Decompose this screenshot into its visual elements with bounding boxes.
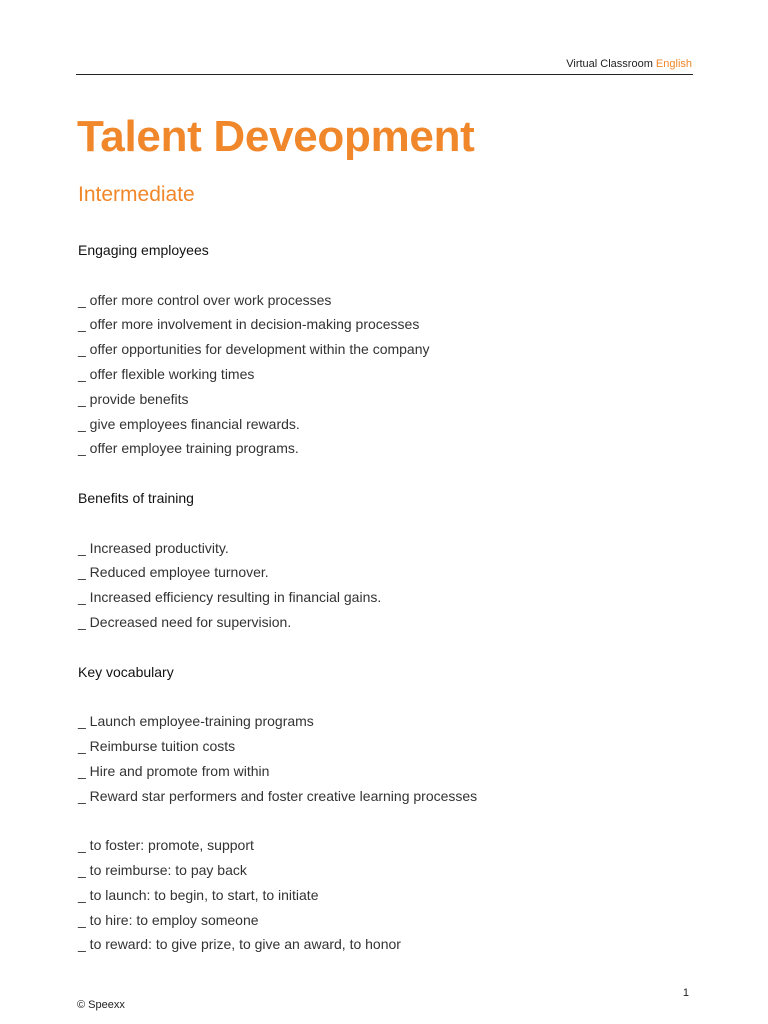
bullet-list — [78, 288, 688, 462]
section-benefits-of-training — [78, 486, 688, 635]
section-title: Benefits of training — [78, 489, 194, 506]
section-title: Engaging employees — [78, 242, 209, 258]
page-title: Talent Deveopment — [77, 112, 475, 161]
header-divider — [76, 74, 693, 75]
section-engaging-employees — [78, 238, 688, 461]
list-item: _ offer employee training programs. — [78, 440, 299, 457]
running-header — [76, 58, 692, 74]
spacer — [78, 808, 688, 833]
list-item: _ Reduced employee turnover. — [78, 564, 269, 581]
list-item: _ provide benefits — [78, 390, 189, 407]
bullet-list — [78, 536, 688, 635]
level-subtitle: Intermediate — [78, 183, 195, 206]
header-label: Virtual Classroom — [566, 58, 653, 70]
definition-item: _ to reimburse: to pay back — [78, 861, 247, 878]
list-item: _ Reimburse tuition costs — [78, 737, 236, 754]
list-item: _ offer opportunities for development within the company — [78, 341, 430, 358]
list-item: _ offer more control over work processes — [78, 291, 332, 308]
definition-item: _ to launch: to begin, to start, to initiate — [78, 886, 319, 903]
definition-list — [78, 833, 688, 957]
list-item: _ offer flexible working times — [78, 365, 255, 382]
spacer — [78, 684, 688, 709]
page-number: 1 — [682, 987, 689, 999]
list-item: _ offer more involvement in decision-making processes — [78, 316, 420, 333]
header-accent: English — [655, 58, 692, 70]
list-item: _ Hire and promote from within — [78, 762, 270, 779]
spacer — [78, 635, 688, 660]
document-body — [78, 238, 688, 957]
list-item: _ Increased efficiency resulting in financial gains. — [78, 589, 382, 606]
spacer — [78, 511, 688, 536]
list-item: _ Increased productivity. — [78, 539, 229, 556]
spacer — [78, 461, 688, 486]
copyright-notice: © Speexx — [77, 999, 125, 1011]
list-item: _ Decreased need for supervision. — [78, 613, 292, 630]
definition-item: _ to reward: to give prize, to give an award, to honor — [78, 936, 401, 953]
section-key-vocabulary — [78, 660, 688, 958]
definition-item: _ to foster: promote, support — [78, 837, 254, 854]
spacer — [78, 263, 688, 288]
bullet-list — [78, 709, 688, 808]
definition-item: _ to hire: to employ someone — [78, 911, 259, 928]
list-item: _ Reward star performers and foster creative learning processes — [78, 787, 478, 804]
list-item: _ give employees financial rewards. — [78, 415, 300, 432]
section-title: Key vocabulary — [78, 663, 174, 680]
list-item: _ Launch employee-training programs — [78, 713, 314, 730]
